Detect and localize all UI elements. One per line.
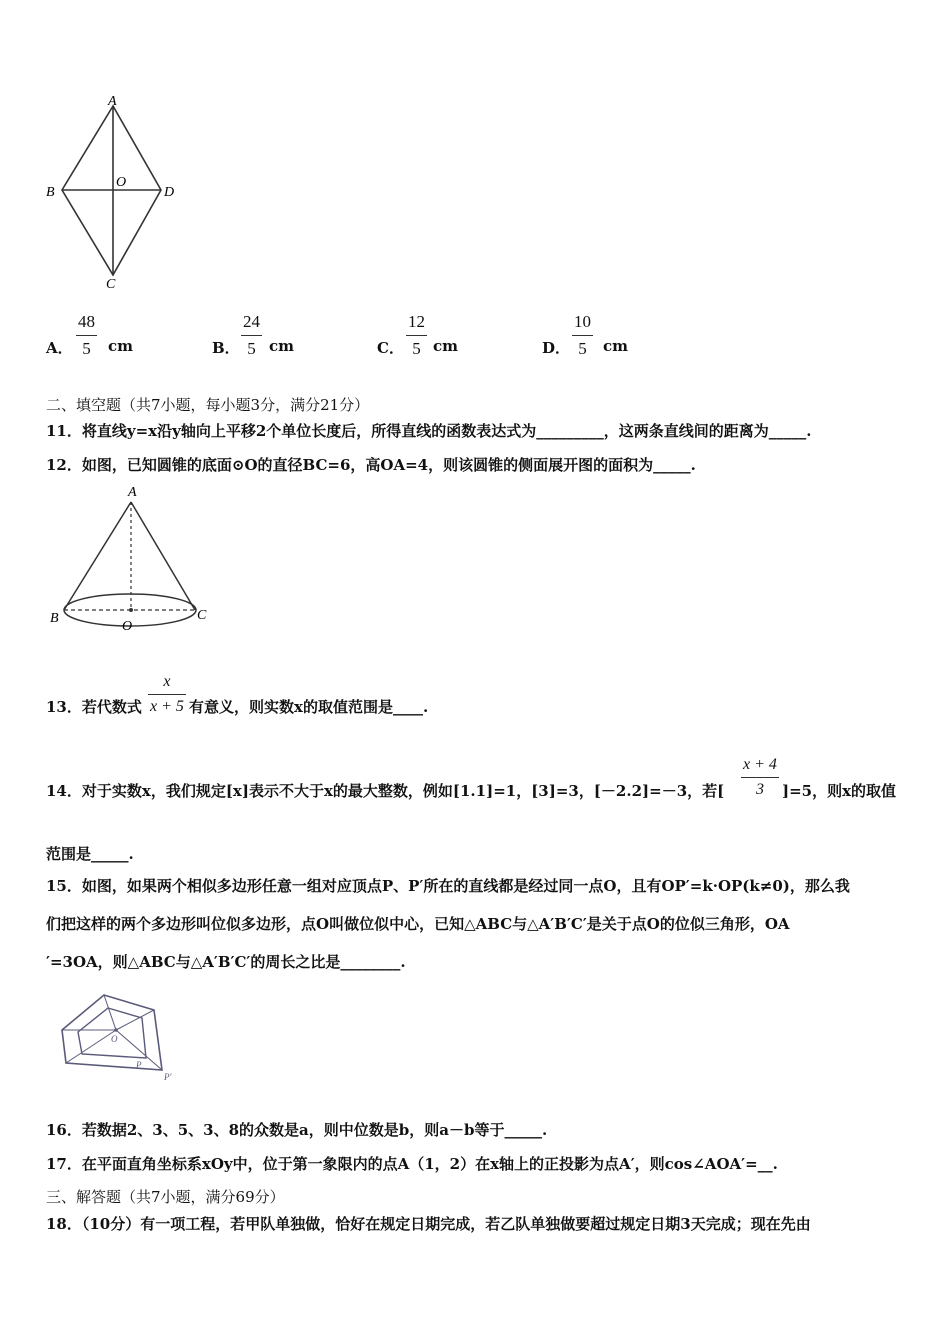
option-c-letter: C． xyxy=(377,339,404,357)
option-b-den: 5 xyxy=(247,339,256,358)
q13-frac-den: x + 5 xyxy=(150,698,184,715)
q18-text: 18．（10分）有一项工程，若甲队单独做，恰好在规定日期完成，若乙队单独做要超过规定日期3天完成；现在先由 xyxy=(46,1215,811,1233)
section3-header: 三、解答题（共7小题，满分69分） xyxy=(46,1188,285,1206)
option-a-den: 5 xyxy=(82,339,91,358)
cone-figure xyxy=(42,480,222,640)
q15-line3: ′=3OA，则△ABC与△A′B′C′的周长之比是________. xyxy=(46,953,406,971)
q11-text: 11．将直线y=x沿y轴向上平移2个单位长度后，所得直线的函数表达式为_________，这两条直线间的距离为_____. xyxy=(46,422,812,440)
option-b-unit: cm xyxy=(269,337,295,355)
pentagon-label-o: O xyxy=(111,1034,118,1044)
cone-label-c: C xyxy=(197,608,207,623)
q13-suffix: 有意义，则实数x的取值范围是____. xyxy=(189,698,429,716)
q17-text: 17．在平面直角坐标系xOy中，位于第一象限内的点A（1，2）在x轴上的正投影为点A′，则cos∠AOA′=__. xyxy=(46,1155,778,1173)
option-c-num: 12 xyxy=(408,312,425,331)
label-d: D xyxy=(164,185,175,200)
option-b-fraction xyxy=(241,312,262,359)
q13-prefix: 13．若代数式 xyxy=(46,698,142,716)
q15-line2: 们把这样的两个多边形叫位似多边形，点O叫做位似中心，已知△ABC与△A′B′C′是关于点O的位似三角形，OA xyxy=(46,915,790,933)
option-a-fraction xyxy=(76,312,97,359)
pentagon-label-pp: P′ xyxy=(164,1072,172,1082)
q14-frac-num: x + 4 xyxy=(743,756,777,773)
option-d-fraction xyxy=(572,312,593,359)
option-b-letter: B． xyxy=(212,339,240,357)
q16-text: 16．若数据2、3、5、3、8的众数是a，则中位数是b，则a－b等于_____. xyxy=(46,1121,548,1139)
option-d-letter: D． xyxy=(542,339,571,357)
pentagon-label-p: P xyxy=(136,1060,142,1070)
option-a-letter: A． xyxy=(46,339,73,357)
option-d-num: 10 xyxy=(574,312,591,331)
option-c-fraction xyxy=(406,312,427,359)
label-o: O xyxy=(116,175,127,190)
label-a: A xyxy=(108,94,117,109)
q15-line1: 15．如图，如果两个相似多边形任意一组对应顶点P、P′所在的直线都是经过同一点O，且有OP′=k·OP(k≠0)，那么我 xyxy=(46,877,850,895)
rhombus-figure xyxy=(40,92,190,292)
label-c: C xyxy=(106,277,116,292)
q14-prefix: 14．对于实数x，我们规定[x]表示不大于x的最大整数，例如[1.1]=1，[3]=3，[－2.2]=－3，若[ xyxy=(46,782,725,800)
cone-label-a: A xyxy=(128,485,137,500)
option-a-num: 48 xyxy=(78,312,95,331)
option-b-num: 24 xyxy=(243,312,260,331)
q14-line2: 范围是_____. xyxy=(46,845,134,863)
section2-header: 二、填空题（共7小题，每小题3分，满分21分） xyxy=(46,396,370,414)
option-d-unit: cm xyxy=(603,337,629,355)
option-c-den: 5 xyxy=(412,339,421,358)
option-c-unit: cm xyxy=(433,337,459,355)
option-d-den: 5 xyxy=(578,339,587,358)
q14-suffix: ]=5，则x的取值 xyxy=(782,782,897,800)
option-a-unit: cm xyxy=(108,337,134,355)
q14-fraction xyxy=(741,756,779,799)
q12-text: 12．如图，已知圆锥的底面⊙O的直径BC=6，高OA=4，则该圆锥的侧面展开图的面积为_____. xyxy=(46,456,696,474)
q13-fraction xyxy=(148,673,186,716)
cone-label-o: O xyxy=(122,619,133,634)
label-b: B xyxy=(46,185,55,200)
q13-frac-num: x xyxy=(163,673,171,690)
q14-frac-den: 3 xyxy=(755,781,764,798)
pentagon-figure xyxy=(56,990,186,1085)
cone-label-b: B xyxy=(50,611,59,626)
